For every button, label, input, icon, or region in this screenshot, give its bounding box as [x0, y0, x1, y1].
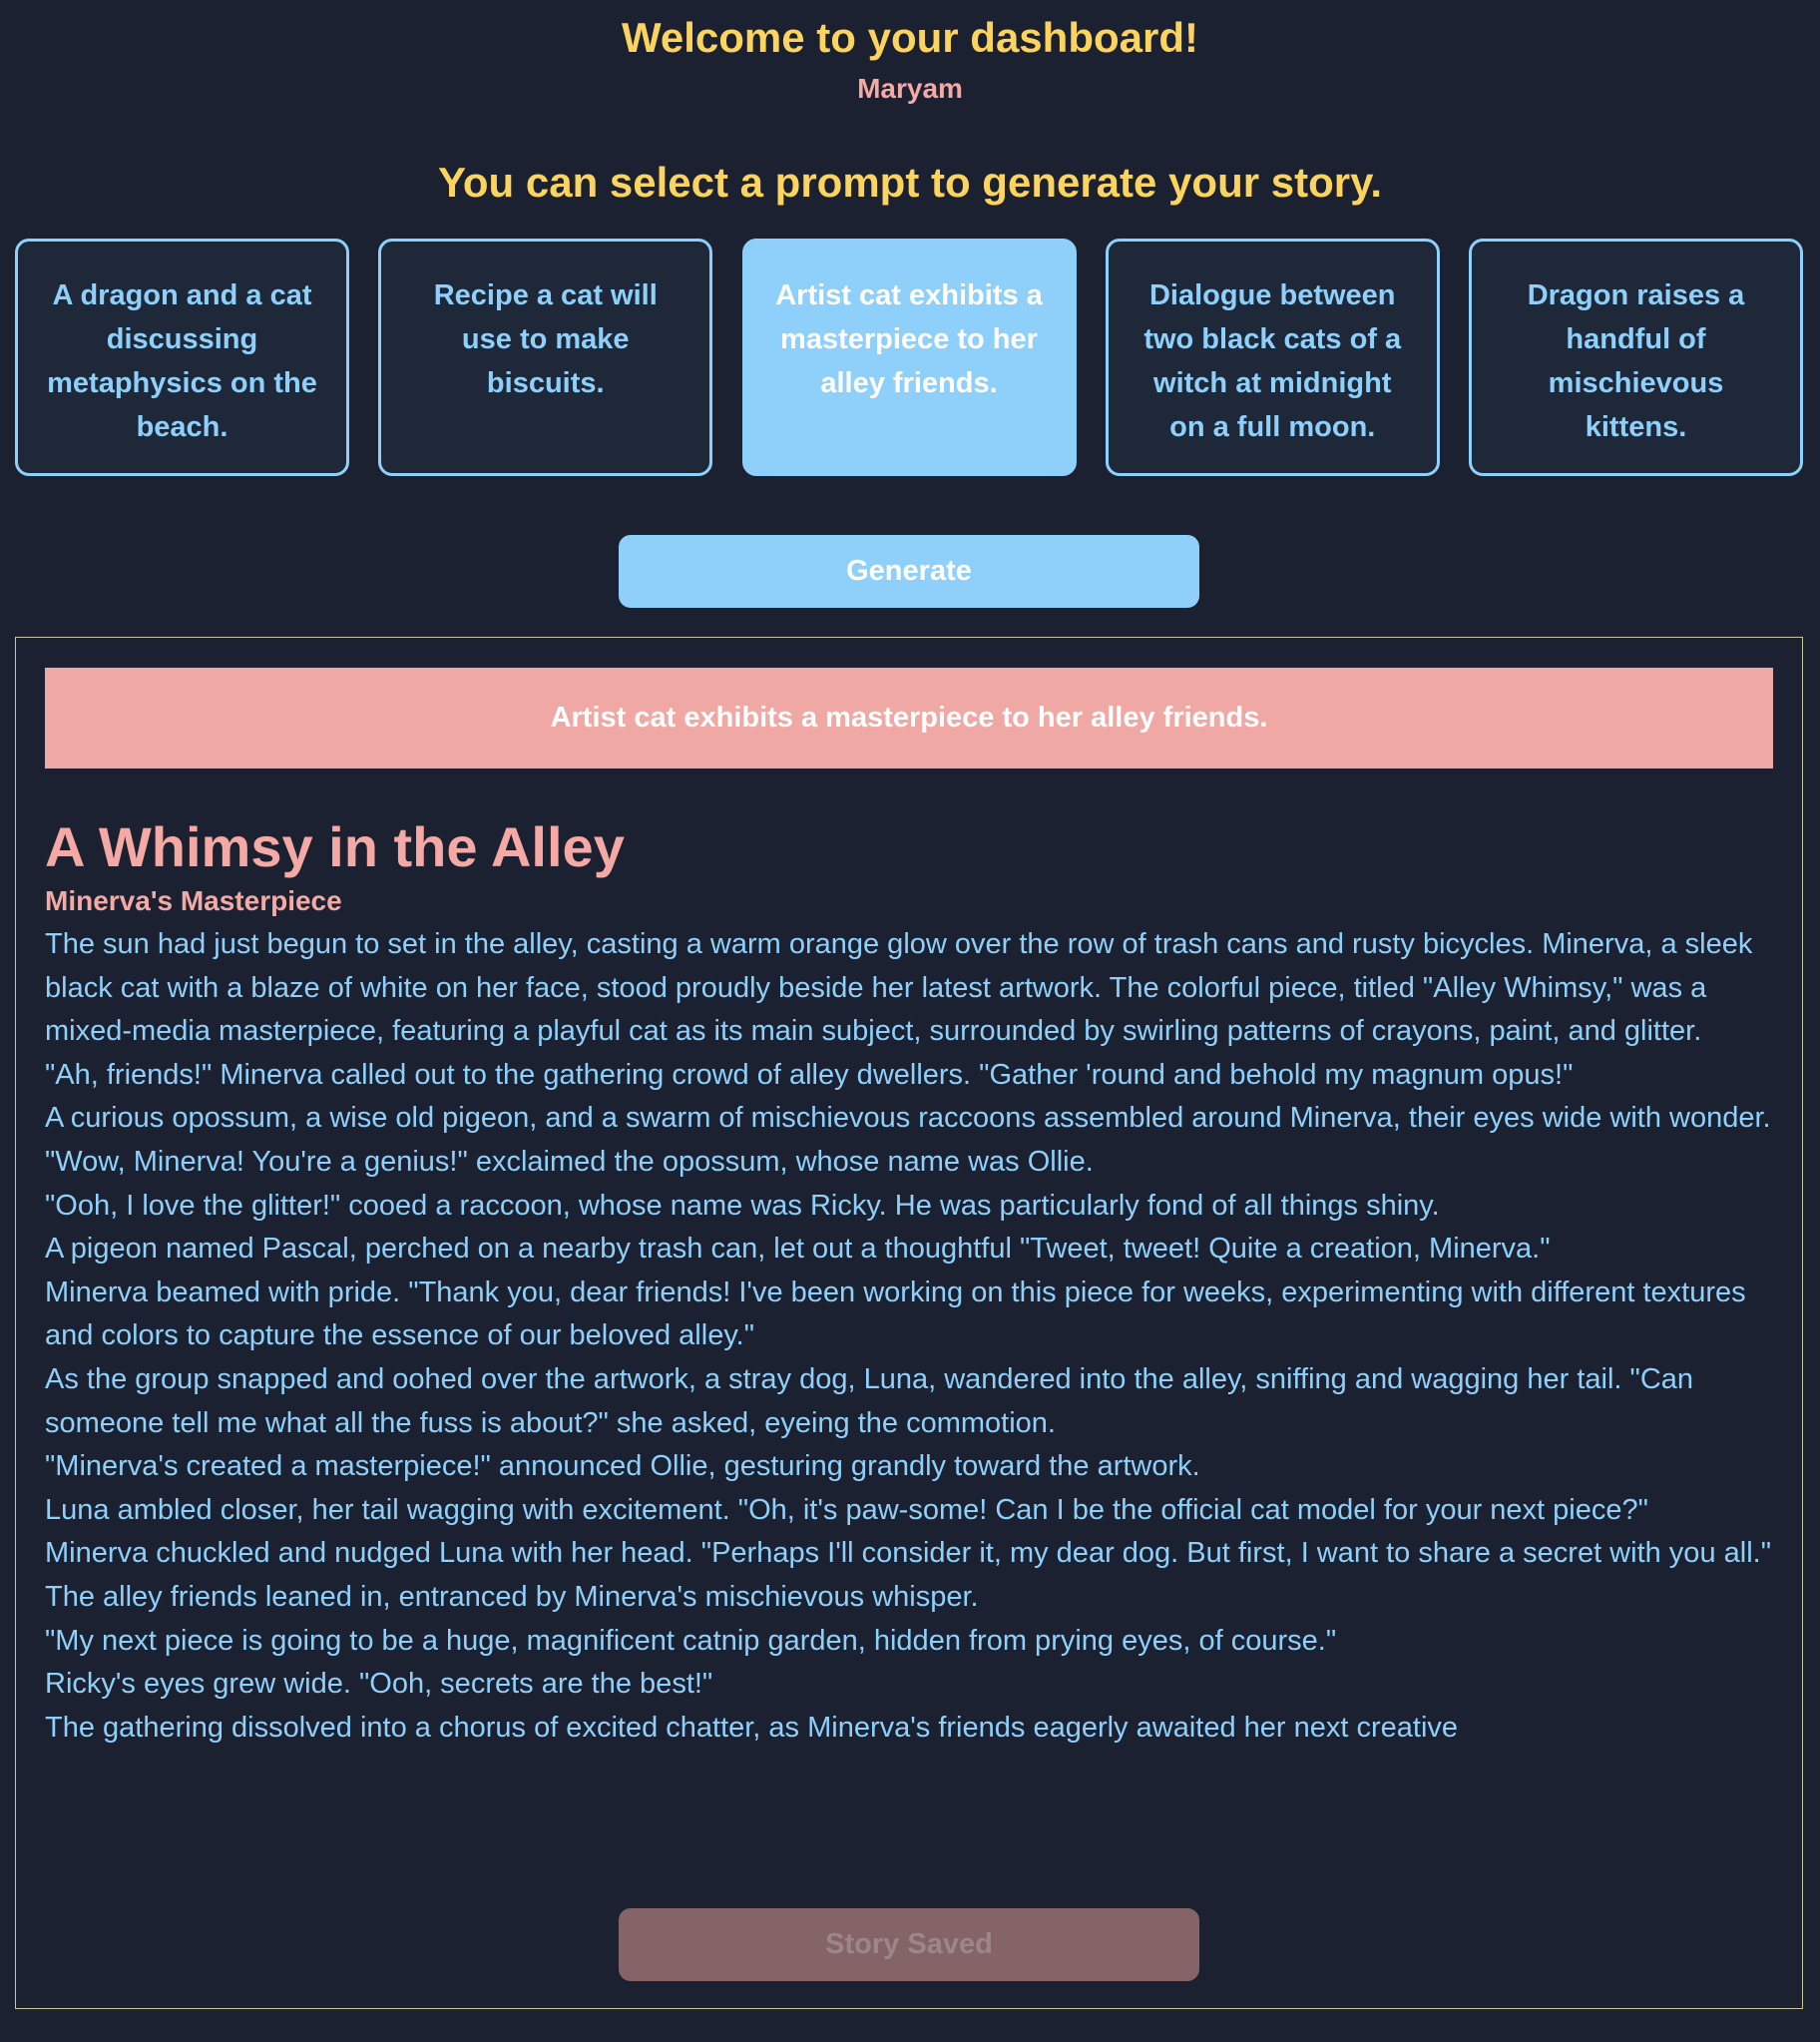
prompt-card-artist-cat[interactable]: Artist cat exhibits a masterpiece to her alley friends.: [742, 239, 1077, 476]
story-title: A Whimsy in the Alley: [45, 815, 625, 878]
story-paragraph: "My next piece is going to be a huge, magnificent catnip garden, hidden from prying eyes, of course.": [45, 1624, 1337, 1657]
prompt-card-dragon-metaphysics[interactable]: A dragon and a cat discussing metaphysics on the beach.: [15, 239, 349, 476]
prompt-card-dragon-kittens[interactable]: Dragon raises a handful of mischievous kittens.: [1469, 239, 1803, 476]
generate-button[interactable]: Generate: [619, 535, 1199, 608]
story-panel: [15, 637, 1803, 2009]
story-paragraph: Ricky's eyes grew wide. "Ooh, secrets are the best!": [45, 1668, 713, 1701]
story-body: [45, 923, 1791, 1750]
story-paragraph: "Wow, Minerva! You're a genius!" exclaimed the opossum, whose name was Ollie.: [45, 1145, 1094, 1178]
story-paragraph: "Ooh, I love the glitter!" cooed a raccoon, whose name was Ricky. He was particularly fond of all things shiny.: [45, 1189, 1440, 1222]
prompt-list: [15, 239, 1803, 476]
selected-prompt-banner: Artist cat exhibits a masterpiece to her alley friends.: [45, 668, 1773, 768]
story-paragraph: The sun had just begun to set in the alley, casting a warm orange glow over the row of trash cans and rusty bicycles. Minerva, a sleek black cat with a blaze of white on her face, stood proudly beside her latest artwork. The colorful piece, titled "Alley Whimsy," was a mixed-media masterpiece, featuring a playful cat as its main subject, surrounded by swirling patterns of crayons, paint, and glitter.: [45, 928, 1753, 1048]
story-paragraph: Minerva chuckled and nudged Luna with her head. "Perhaps I'll consider it, my dear dog. But first, I want to share a secret with you all.": [45, 1537, 1771, 1570]
story-paragraph: The alley friends leaned in, entranced by Minerva's mischievous whisper.: [45, 1580, 979, 1613]
story-paragraph: As the group snapped and oohed over the artwork, a stray dog, Luna, wandered into the alley, sniffing and wagging her tail. "Can someone tell me what all the fuss is about?" she asked, eyeing the commotion.: [45, 1362, 1694, 1439]
story-paragraph: A curious opossum, a wise old pigeon, and a swarm of mischievous raccoons assembled around Minerva, their eyes wide with wonder.: [45, 1102, 1771, 1135]
story-saved-button[interactable]: Story Saved: [619, 1908, 1199, 1981]
story-paragraph: A pigeon named Pascal, perched on a nearby trash can, let out a thoughtful "Tweet, tweet! Quite a creation, Minerva.": [45, 1233, 1551, 1266]
story-subtitle: Minerva's Masterpiece: [45, 885, 342, 916]
select-prompt-heading: You can select a prompt to generate your story.: [437, 159, 1382, 206]
prompt-card-cat-biscuits[interactable]: Recipe a cat will use to make biscuits.: [378, 239, 712, 476]
welcome-heading: Welcome to your dashboard!: [622, 14, 1198, 61]
prompt-card-black-cats-dialogue[interactable]: Dialogue between two black cats of a witch at midnight on a full moon.: [1106, 239, 1440, 476]
story-paragraph: "Minerva's created a masterpiece!" announced Ollie, gesturing grandly toward the artwork.: [45, 1450, 1200, 1483]
story-paragraph: Minerva beamed with pride. "Thank you, dear friends! I've been working on this piece for weeks, experimenting with different textures and colors to capture the essence of our beloved alley.": [45, 1276, 1746, 1352]
story-paragraph: The gathering dissolved into a chorus of excited chatter, as Minerva's friends eagerly awaited her next creative: [45, 1711, 1459, 1744]
story-paragraph: "Ah, friends!" Minerva called out to the gathering crowd of alley dwellers. "Gather 'round and behold my magnum opus!": [45, 1058, 1574, 1091]
username: Maryam: [857, 73, 963, 104]
story-paragraph: Luna ambled closer, her tail wagging with excitement. "Oh, it's paw-some! Can I be the official cat model for your next piece?": [45, 1493, 1648, 1526]
